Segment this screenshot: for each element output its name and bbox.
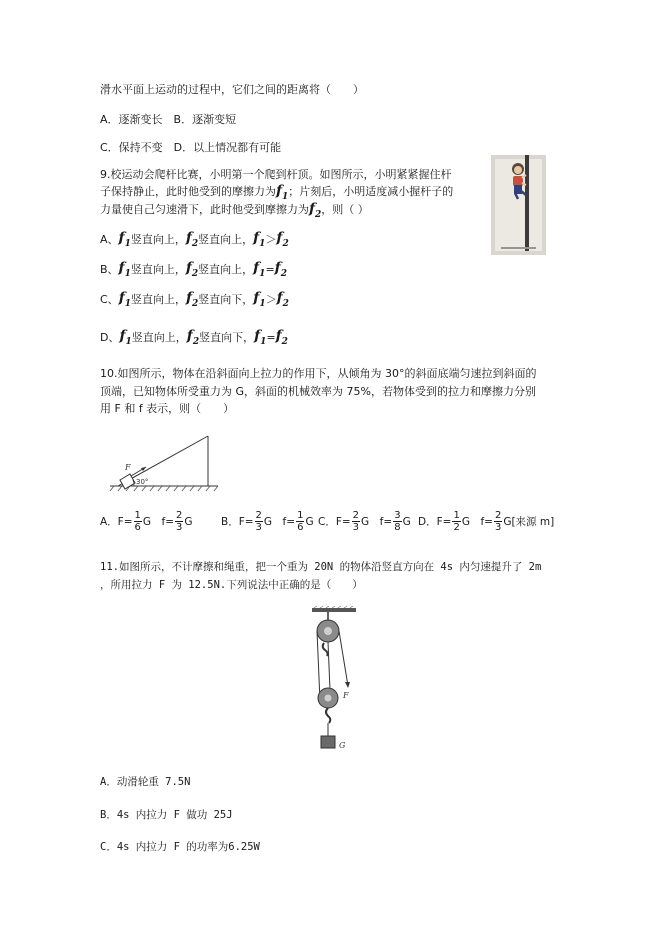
q11-option-b[interactable]: B．4s 内拉力 F 做功 25J [100,809,233,821]
q9-option-c[interactable]: C、 $f_1$ 竖直向上， $f_2$ 竖直向下， $f_1$ ＞ $f_2$ [100,290,289,309]
ceiling [312,608,356,612]
q9-stem-line3: 力量使自己匀速滑下，此时他受到摩擦力为$f_2$，则（ ） [100,201,369,220]
lower-hook [326,708,330,723]
q8-stem: 滑水平面上运动的过程中，它们之间的距离将（ ） [100,83,364,96]
q10-stem-line2: 顶端，已知物体所受重力为 G，斜面的机械效率为 75%，若物体受到的拉力和摩擦力分别 [100,385,536,398]
q8-options-ab: A．逐渐变长 B．逐渐变短 [100,113,237,126]
q8-options-cd: C．保持不变 D．以上情况都有可能 [100,141,282,154]
q10-option-b[interactable]: B．F= $\frac{2}{3}$ G f= $\frac{1}{6}$ G [221,510,314,533]
q10-option-c[interactable]: C．F= $\frac{2}{3}$ G f= $\frac{3}{8}$ G [318,510,411,533]
q9-option-d[interactable]: D、 $f_1$ 竖直向上， $f_2$ 竖直向下， $f_1$ = $f_2$ [100,328,288,347]
q10-stem-line1: 10.如图所示，物体在沿斜面向上拉力的作用下，从倾角为 30°的斜面底端匀速拉到斜面的 [100,367,537,380]
force-label: F [125,463,131,472]
q9-option-b[interactable]: B、 $f_1$ 竖直向上， $f_2$ 竖直向上， $f_1$ = $f_2$ [100,260,287,279]
pulley-figure [308,606,368,754]
q11-stem-line2: ，所用拉力 F 为 12.5N.下列说法中正确的是（ ） [100,579,363,591]
q11-option-c[interactable]: C．4s 内拉力 F 的功率为6.25W [100,841,260,853]
q9-stem-line1: 9.校运动会爬杆比赛，小明第一个爬到杆顶。如图所示，小明紧紧握住杆 [100,168,452,181]
upper-hook [323,643,328,656]
weight-block [321,736,335,748]
f1-symbol: $f_1$ [276,183,289,202]
q10-stem-line3: 用 F 和 f 表示，则（ ） [100,402,235,415]
block [120,474,135,489]
weight-label: G [339,741,346,750]
q9-option-a[interactable]: A、 $f_1$ 竖直向上， $f_2$ 竖直向上， $f_1$ ＞ $f_2$ [100,230,289,249]
incline-figure [100,428,225,496]
q9-stem-line2: 子保持静止，此时他受到的摩擦力为$f_1$；片刻后，小明适度减小握杆子的 [100,183,454,202]
q10-option-d[interactable]: D．F= $\frac{1}{2}$ G f= $\frac{2}{3}$ G[来源 m] [418,510,555,533]
f2-symbol: $f_2$ [309,201,322,220]
pole [525,155,529,251]
q11-stem-line1: 11.如图所示，不计摩擦和绳重，把一个重为 20N 的物体沿竖直方向在 4s 内匀速提升了 2m [100,561,542,573]
q10-option-a[interactable]: A．F= $\frac{1}{6}$ G f= $\frac{2}{3}$ G [100,510,193,533]
pull-force-label: F [343,691,349,700]
q11-option-a[interactable]: A．动滑轮重 7.5N [100,776,191,788]
pole-climb-figure [491,155,546,255]
pull-rope [339,631,348,686]
angle-label: 30° [136,478,149,486]
